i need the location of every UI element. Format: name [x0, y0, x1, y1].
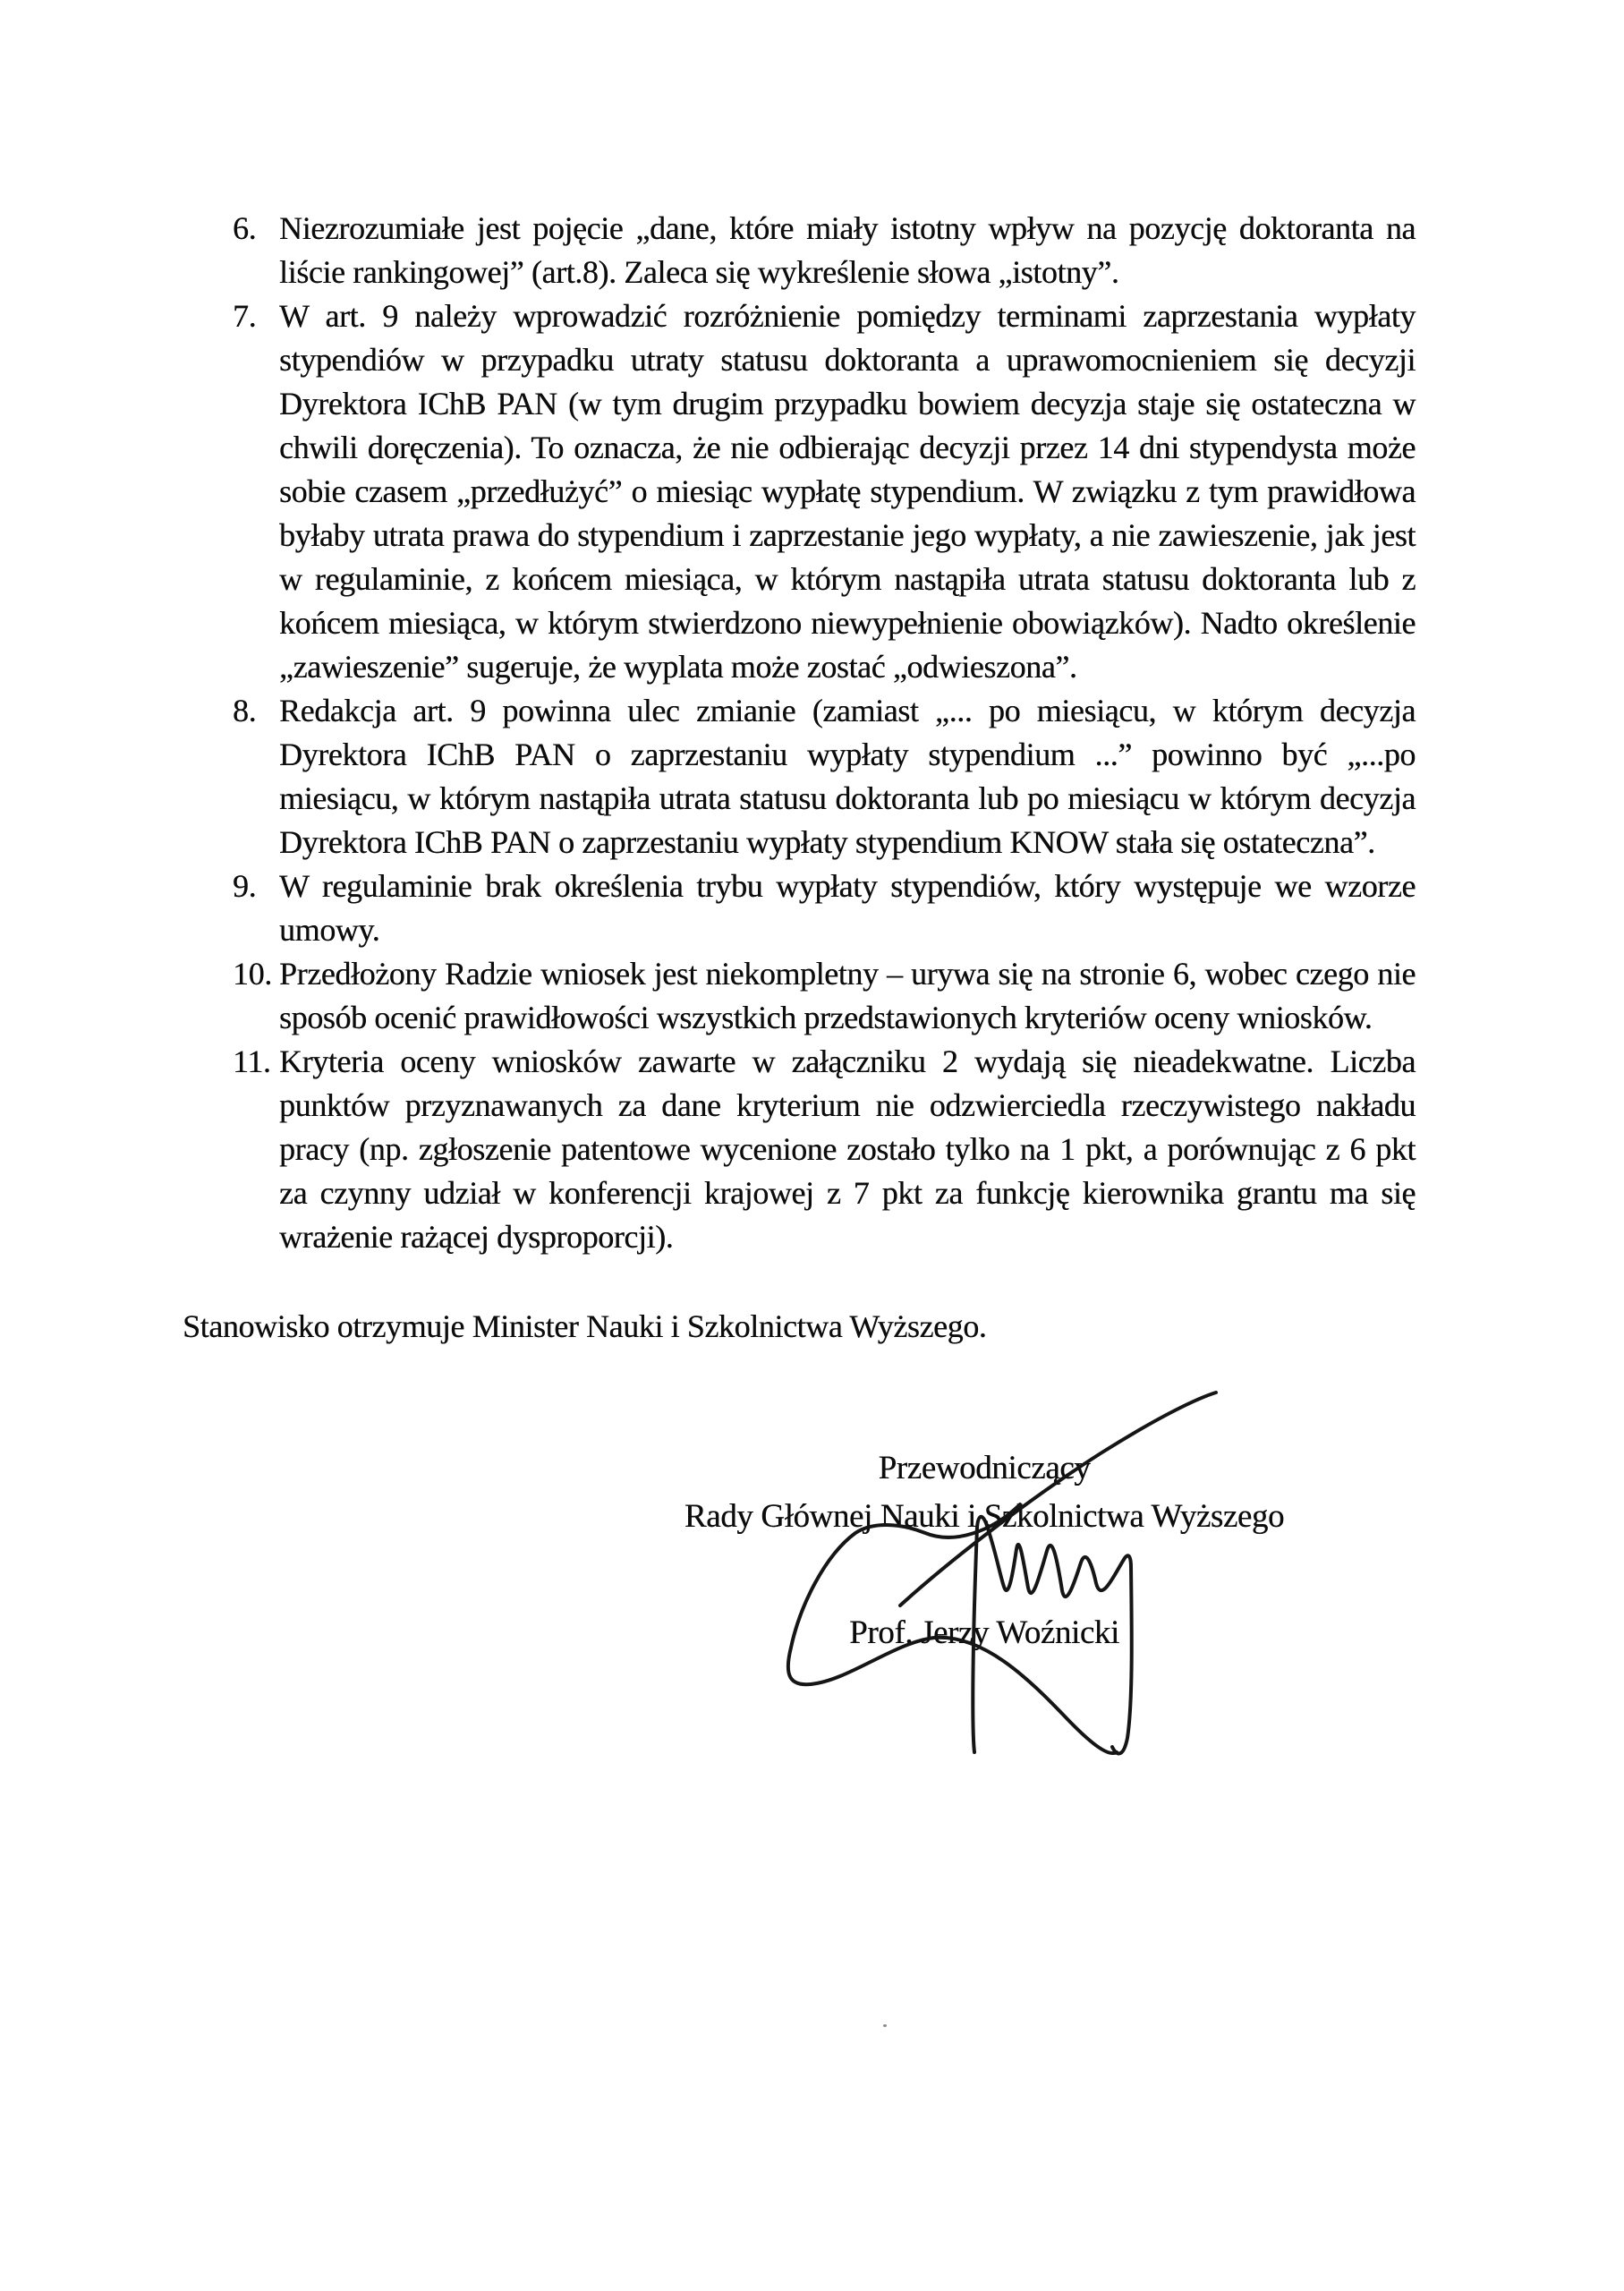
item-number: 9. — [233, 868, 257, 904]
list-item — [233, 952, 1416, 1040]
item-number: 10. — [233, 956, 272, 992]
item-text: Niezrozumiałe jest pojęcie „dane, które miały istotny wpływ na pozycję doktoranta na liście rankingowej” (art.8). Zaleca się wykreślenie słowa „istotny”. — [279, 210, 1416, 290]
item-text: Redakcja art. 9 powinna ulec zmianie (zamiast „... po miesiącu, w którym decyzja Dyrektora IChB PAN o zaprzestaniu wypłaty stypendium ...” powinno być „...po miesiącu, w którym nastąpiła utrata statusu doktoranta lub po miesiącu w którym decyzja Dyrektora IChB PAN o zaprzestaniu wypłaty stypendium KNOW stała się ostateczna”. — [279, 693, 1416, 860]
signature-block — [626, 1444, 1342, 1657]
item-number: 6. — [233, 210, 257, 246]
item-text: W art. 9 należy wprowadzić rozróżnienie pomiędzy terminami zaprzestania wypłaty stypendiów w przypadku utraty statusu doktoranta a uprawomocnieniem się decyzji Dyrektora IChB PAN (w tym drugim przypadku bowiem decyzja staje się ostateczna w chwili doręczenia). To oznacza, że nie odbierając decyzji przez 14 dni stypendysta może sobie czasem „przedłużyć” o miesiąc wypłatę stypendium. W związku z tym prawidłowa byłaby utrata prawa do stypendium i zaprzestanie jego wypłaty, a nie zawieszenie, jak jest w regulaminie, z końcem miesiąca, w którym nastąpiła utrata statusu doktoranta lub z końcem miesiąca, w którym stwierdzono niewypełnienie obowiązków). Nadto określenie „zawieszenie” sugeruje, że wyplata może zostać „odwieszona”. — [279, 298, 1416, 685]
list-item — [233, 689, 1416, 864]
list-item — [233, 207, 1416, 294]
item-number: 11. — [233, 1043, 271, 1079]
item-text: Przedłożony Radzie wniosek jest niekompletny – urywa się na stronie 6, wobec czego nie sposób ocenić prawidłowości wszystkich przedstawionych kryteriów oceny wniosków. — [279, 956, 1416, 1035]
list-item — [233, 864, 1416, 952]
closing-paragraph: Stanowisko otrzymuje Minister Nauki i Szkolnictwa Wyższego. — [183, 1308, 987, 1344]
signature-title-line2: Rady Głównej Nauki i Szkolnictwa Wyższego — [684, 1498, 1285, 1535]
document-body — [183, 207, 1416, 1657]
scan-speck — [883, 2024, 887, 2027]
item-number: 8. — [233, 693, 257, 728]
item-text: Kryteria oceny wniosków zawarte w załączniku 2 wydają się nieadekwatne. Liczba punktów przyznawanych za dane kryterium nie odzwierciedla rzeczywistego nakładu pracy (np. zgłoszenie patentowe wycenione zostało tylko na 1 pkt, a porównując z 6 pkt za czynny udział w konferencji krajowej z 7 pkt za funkcję kierownika grantu ma się wrażenie rażącej dysproporcji). — [279, 1043, 1416, 1255]
item-number: 7. — [233, 298, 257, 334]
item-text: W regulaminie brak określenia trybu wypłaty stypendiów, który występuje we wzorze umowy. — [279, 868, 1416, 948]
list-item — [233, 294, 1416, 689]
signature-title-line1: Przewodniczący — [878, 1450, 1091, 1486]
list-item — [233, 1040, 1416, 1259]
signatory-name: Prof. Jerzy Woźnicki — [849, 1614, 1119, 1651]
